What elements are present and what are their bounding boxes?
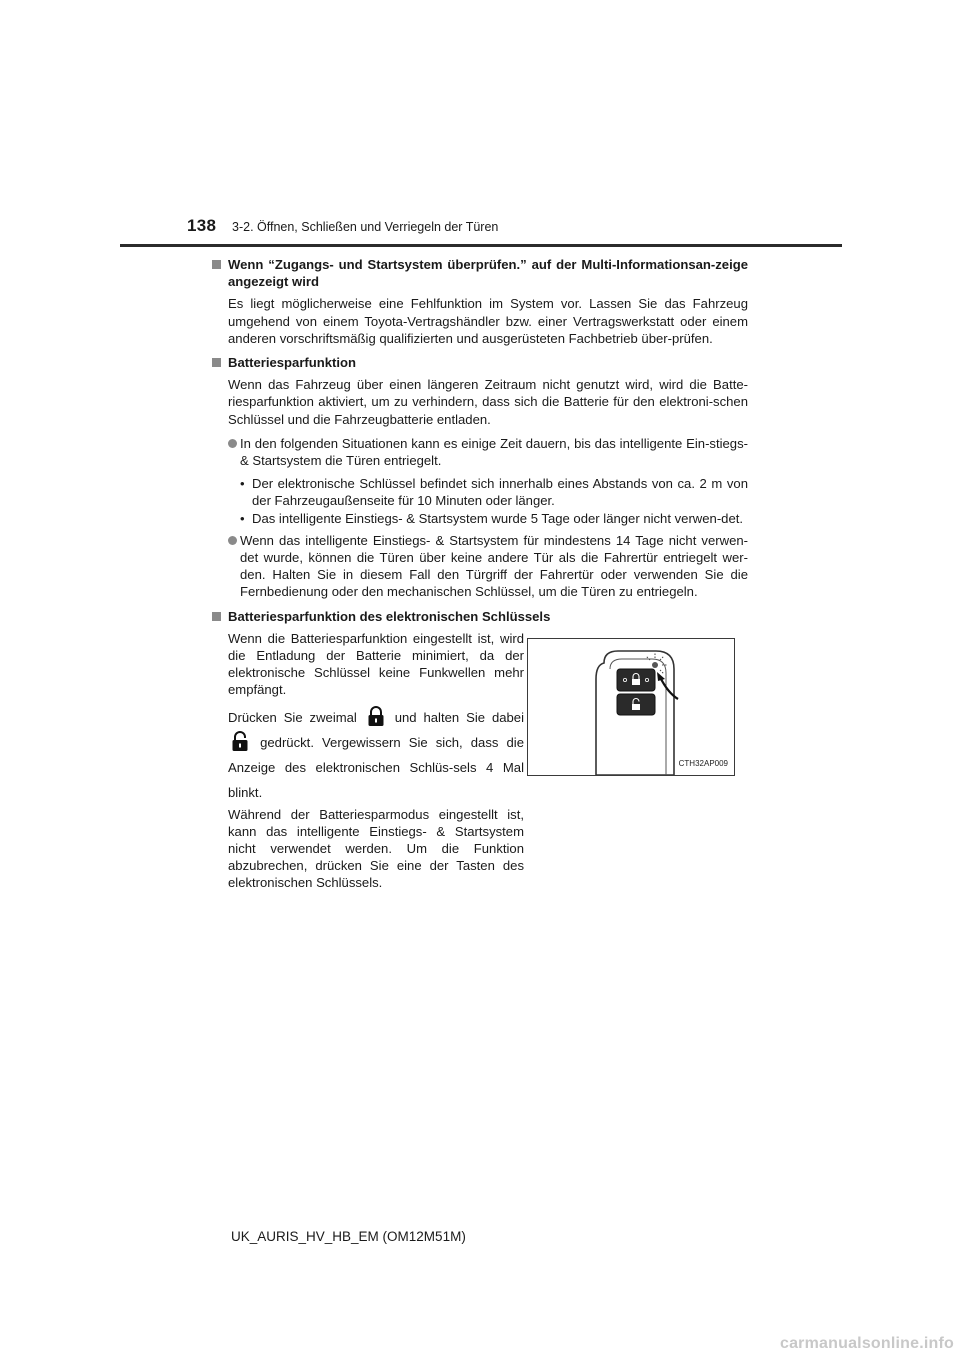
section-check-system xyxy=(212,256,748,347)
sub-list xyxy=(212,475,748,527)
instruction-paragraph: Drücken Sie zweimal und halten Sie dabei gedrückt. Vergewissern Sie sich, dass die Anzeige des elektronischen Schlüs-sels 4 Mal blinkt. xyxy=(228,705,524,805)
list-item: Wenn das intelligente Einstiegs- & Startsystem für mindestens 14 Tage nicht verwen-det wurde, können die Türen über keine andere Tür als die Fahrertür entriegelt wer-den. Halten Sie in diesem Fall den Türgriff der Fahrertür oder verwenden Sie die Fernbedienung oder den mechanischen Schlüssel, um die Türen zu entriegeln. xyxy=(212,532,748,601)
watermark: carmanualsonline.info xyxy=(779,1335,954,1352)
list-item: In den folgenden Situationen kann es einige Zeit dauern, bis das intelligente Ein-stiegs- & Startsystem die Türen entriegelt. xyxy=(212,435,748,469)
sub-list-item: • Das intelligente Einstiegs- & Startsystem wurde 5 Tage oder länger nicht verwen-det. xyxy=(240,510,744,526)
paragraph: Es liegt möglicherweise eine Fehlfunktion im System vor. Lassen Sie das Fahrzeug umgehend von einem Toyota-Vertragshändler bzw. einer Vertragswerkstatt oder einem anderen vorschriftsmäßig qualifizierten und ausgerüsteten Fachbetrieb über-prüfen. xyxy=(228,296,748,346)
unlock-icon xyxy=(230,730,250,752)
chapter-title: 3-2. Öffnen, Schließen und Verriegeln der Türen xyxy=(232,220,499,234)
page-content xyxy=(212,256,748,899)
section-heading: Wenn “Zugangs- und Startsystem überprüfen.” auf der Multi-Informationsan-zeige angezeigt wird xyxy=(212,256,748,290)
figure-code: CTH32AP009 xyxy=(678,758,728,768)
square-bullet-icon xyxy=(212,358,221,367)
circle-bullet-icon xyxy=(228,439,237,448)
text-column xyxy=(228,630,524,892)
page-number: 138 xyxy=(187,216,217,235)
circle-bullet-icon xyxy=(228,536,237,545)
paragraph: Während der Batteriesparmodus eingestellt ist, kann das intelligente Einstiegs- & Startsystem nicht verwendet werden. Um die Funktion abzubrechen, drücken Sie eine der Tasten des elektronischen Schlüssels. xyxy=(228,806,524,891)
square-bullet-icon xyxy=(212,612,221,621)
key-battery-saving-body xyxy=(212,630,748,892)
section-key-battery-saving xyxy=(212,608,748,892)
section-heading: Batteriesparfunktion des elektronischen Schlüssels xyxy=(212,608,748,625)
section-battery-saving xyxy=(212,354,748,601)
paragraph: Wenn das Fahrzeug über einen längeren Zeitraum nicht genutzt wird, wird die Batte-riesparfunktion aktiviert, um zu verhindern, dass sich die Batterie für den elektroni-schen Schlüssel und die Fahrzeugbatterie entladen. xyxy=(228,377,748,427)
key-fob-illustration xyxy=(527,638,735,776)
square-bullet-icon xyxy=(212,260,221,269)
document-code: UK_AURIS_HV_HB_EM (OM12M51M) xyxy=(231,1229,466,1244)
paragraph: Wenn die Batteriesparfunktion eingestellt ist, wird die Entladung der Batterie minimiert, da der elektronische Schlüssel keine Funkwellen mehr empfängt. xyxy=(228,630,524,698)
sub-list-item: • Der elektronische Schlüssel befindet sich innerhalb eines Abstands von ca. 2 m von der Fahrzeugaußenseite für 10 Minuten oder länger. xyxy=(240,476,748,509)
header-rule xyxy=(120,244,842,247)
section-heading: Batteriesparfunktion xyxy=(212,354,748,371)
lock-icon xyxy=(366,705,386,727)
